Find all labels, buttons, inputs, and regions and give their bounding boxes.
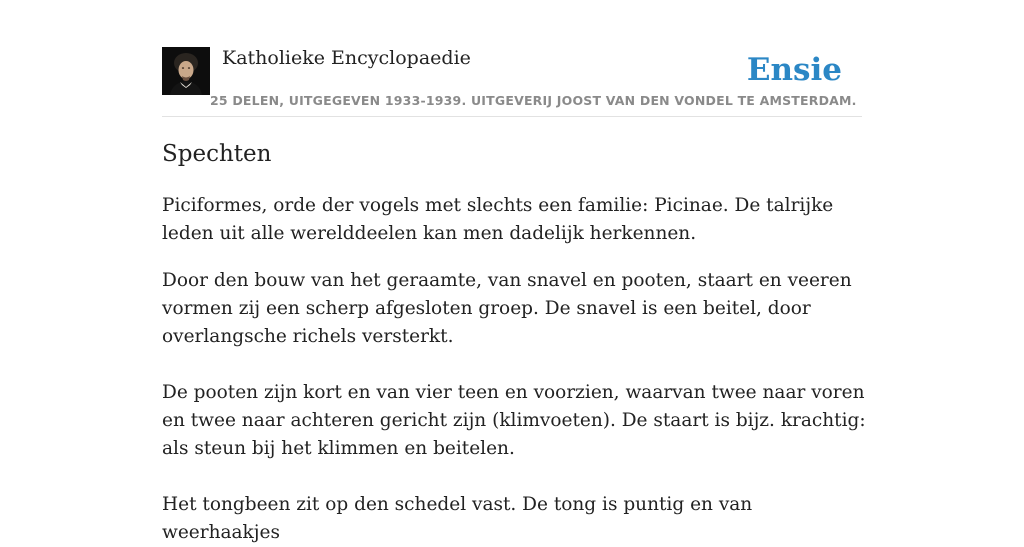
site-subtitle: 25 DELEN, UITGEGEVEN 1933-1939. UITGEVERIJ JOOST VAN DEN VONDEL TE AMSTERDAM. (210, 93, 857, 108)
article-paragraph: Het tongbeen zit op den schedel vast. De tong is puntig en van weerhaakjes (162, 494, 753, 543)
ensie-logo[interactable]: Ensie (746, 52, 842, 88)
article-title: Spechten (162, 141, 272, 167)
article (162, 136, 867, 547)
site-header (162, 44, 862, 117)
portrait-avatar-icon[interactable] (162, 47, 210, 95)
article-paragraph: De pooten zijn kort en van vier teen en voorzien, waarvan twee naar voren en twee naar achteren gericht zijn (klimvoeten). De staart is bijz. krachtig: als steun bij het klimmen en beitelen. (162, 382, 866, 459)
article-paragraph: Piciformes, orde der vogels met slechts een familie: Picinae. De talrijke leden uit alle werelddeelen kan men dadelijk herkennen. (162, 195, 834, 244)
site-title[interactable]: Katholieke Encyclopaedie (222, 47, 471, 69)
article-paragraph: Door den bouw van het geraamte, van snavel en pooten, staart en veeren vormen zij een scherp afgesloten groep. De snavel is een beitel, door overlangsche richels versterkt. (162, 270, 852, 347)
